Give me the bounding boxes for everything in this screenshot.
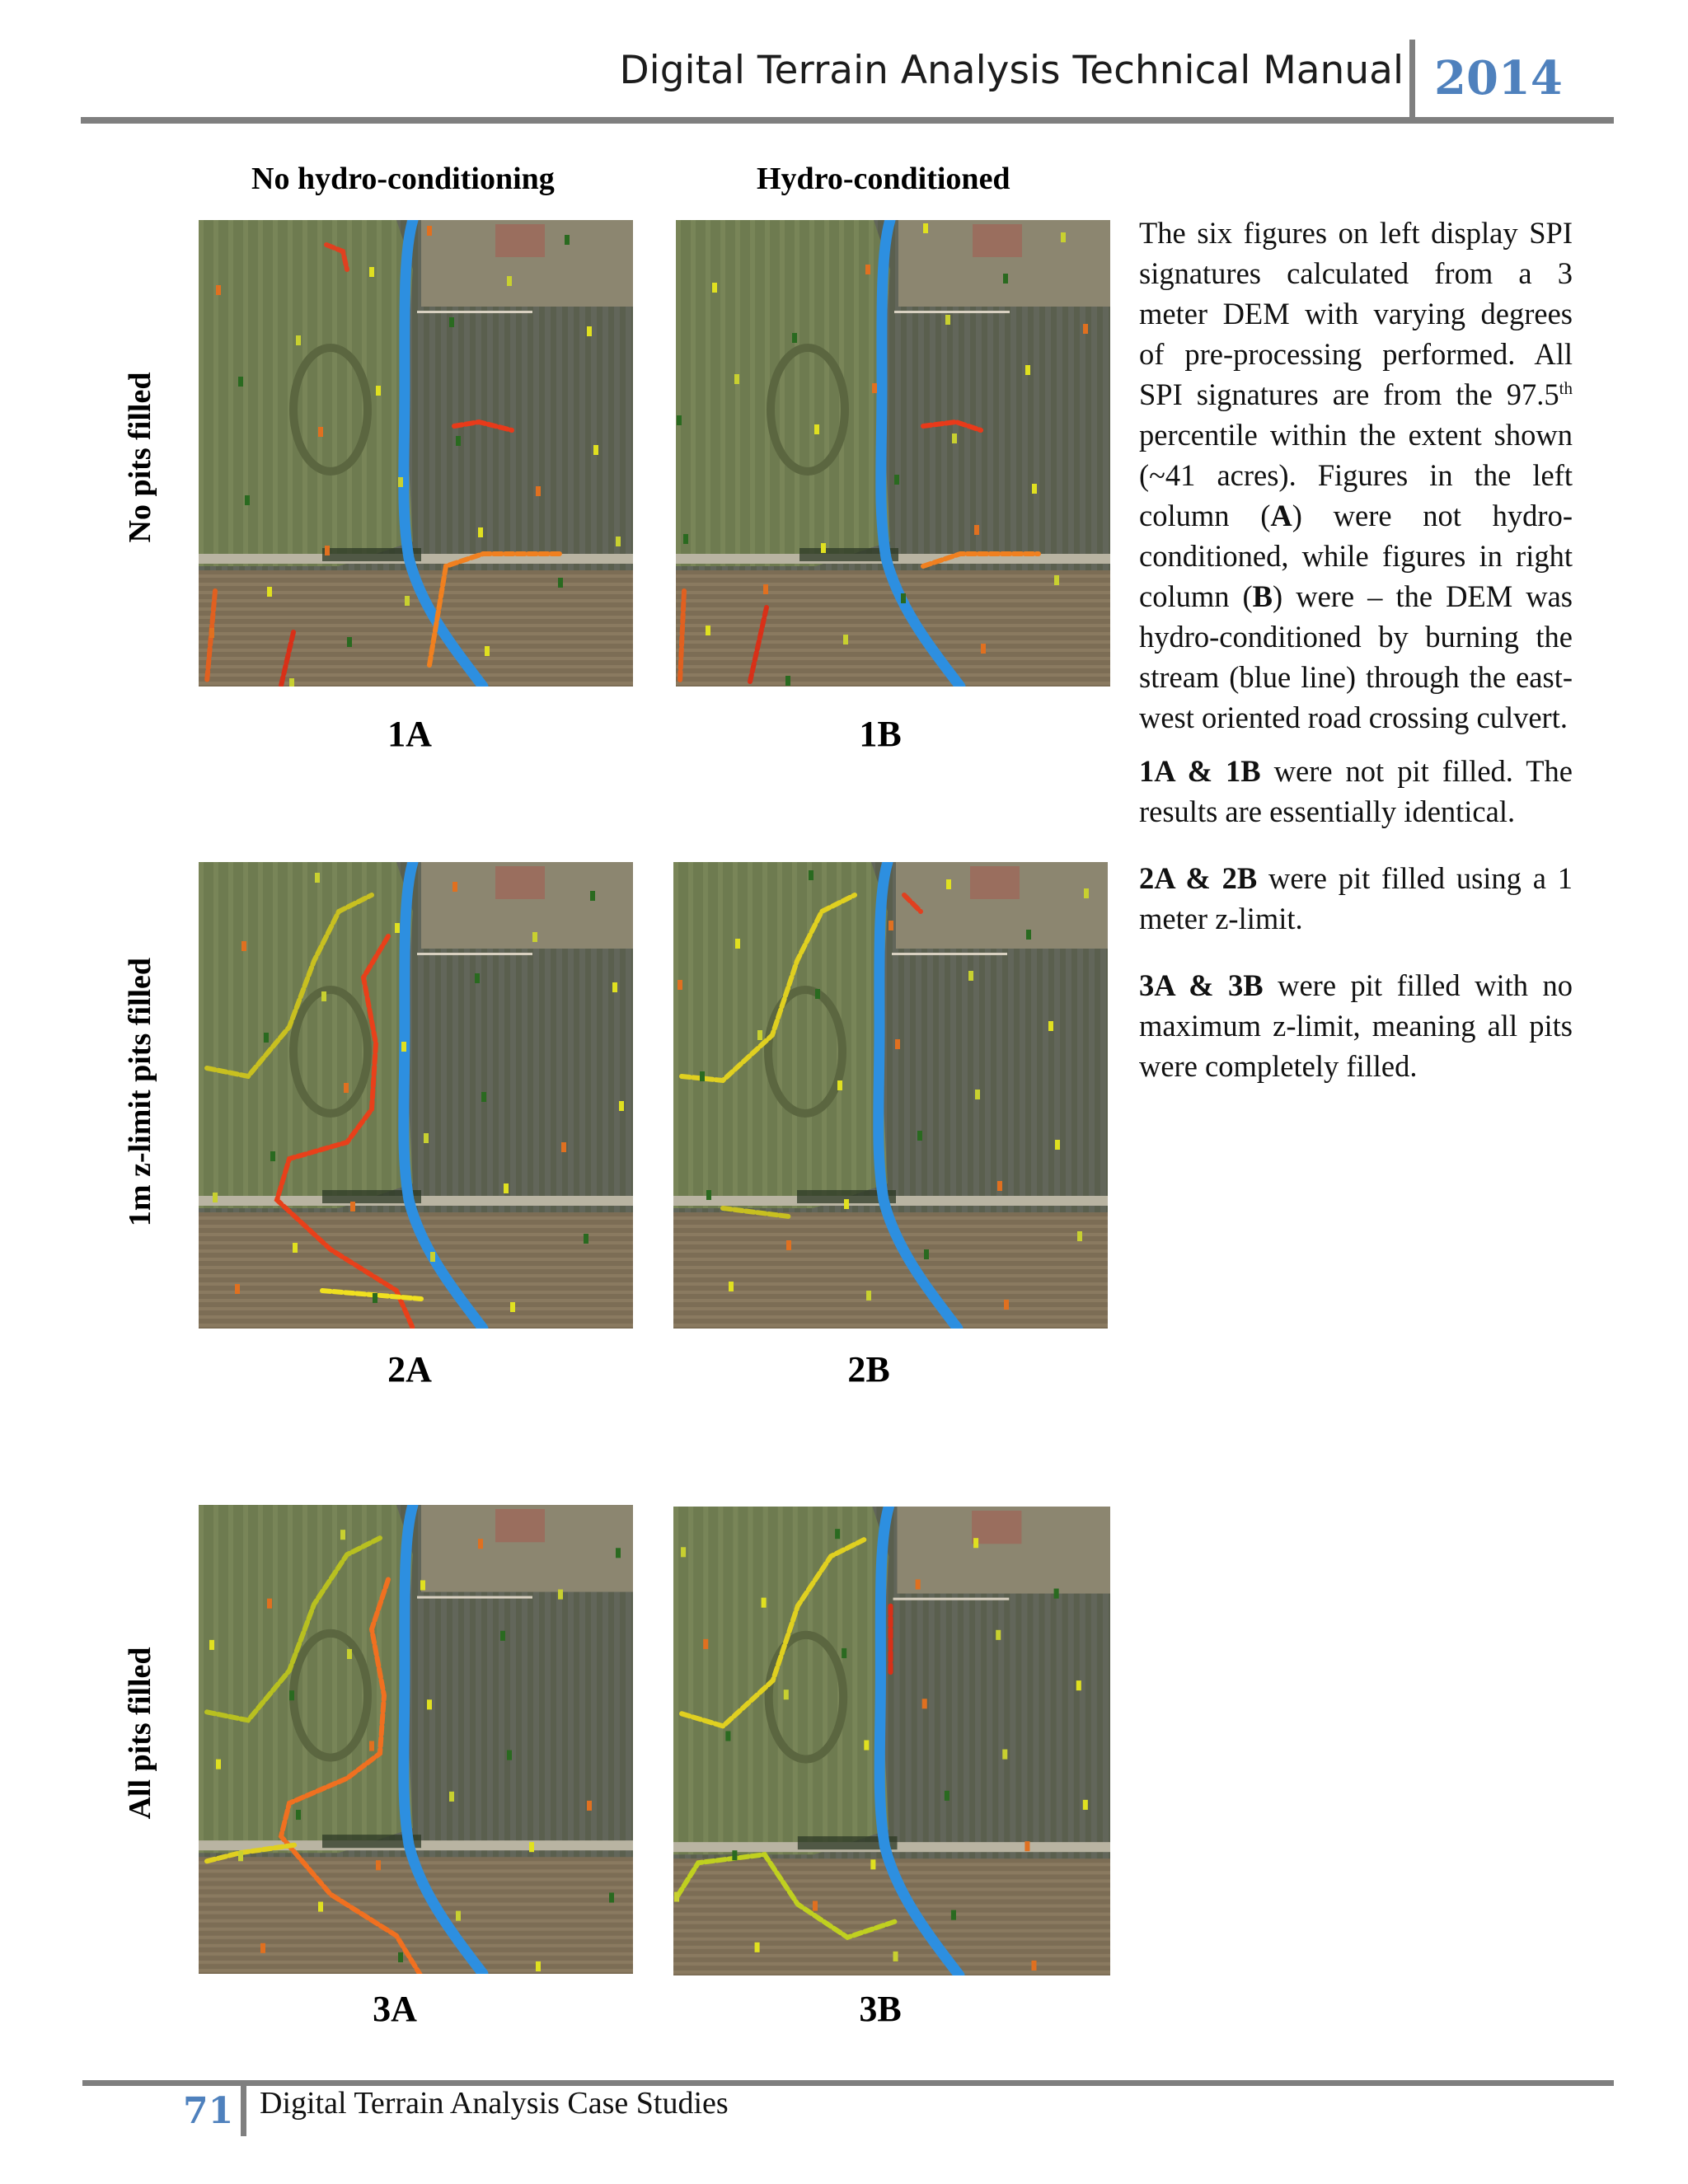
spi-dot (1003, 274, 1008, 284)
spi-dot (901, 593, 906, 603)
spi-dot (405, 596, 410, 606)
spi-dot (616, 1548, 621, 1558)
spi-dot (894, 475, 899, 485)
spi-dot (241, 941, 246, 951)
spi-dot (785, 676, 790, 686)
spi-dot (481, 1092, 486, 1102)
spi-dot (1083, 324, 1088, 334)
spi-dot (289, 678, 294, 687)
spi-dot (813, 1901, 818, 1911)
map-3b (673, 1507, 1110, 1975)
spi-dot (296, 1810, 301, 1820)
spi-dot (216, 285, 221, 295)
spi-dot (500, 1631, 505, 1641)
spi-dot (762, 1598, 767, 1608)
spi-dot (973, 1538, 978, 1548)
spi-dot (315, 873, 320, 883)
spi-dot (951, 1910, 956, 1920)
spi-dot (844, 1199, 849, 1209)
spi-dot (452, 882, 457, 892)
caption-1a: 1A (387, 714, 432, 754)
spi-dot (561, 1142, 566, 1152)
spi-dot (821, 543, 826, 553)
spi-dot (373, 1293, 377, 1303)
spi-dot (945, 1791, 950, 1801)
spi-dot (529, 1842, 534, 1852)
spi-dot (837, 1080, 842, 1090)
spi-dot (924, 1249, 929, 1259)
spi-dot (677, 415, 682, 425)
spi-dot (398, 477, 403, 487)
spi-dot (735, 939, 740, 949)
spi-dot (478, 527, 483, 537)
spi-dot (1054, 1589, 1059, 1599)
spi-dot (706, 1190, 711, 1200)
farm-building (970, 866, 1020, 899)
spi-dot (558, 1590, 563, 1600)
spi-dot (587, 326, 592, 336)
spi-dot (293, 1243, 298, 1253)
header-divider (1409, 40, 1415, 120)
map-1b-image (676, 220, 1110, 687)
spi-dot (235, 1284, 240, 1294)
spi-dot (1076, 1680, 1081, 1690)
map-1a-image (199, 220, 633, 687)
spi-dot (922, 1699, 927, 1708)
spi-dot (703, 1639, 708, 1649)
spi-dot (430, 1252, 435, 1262)
spi-dot (895, 1039, 900, 1049)
map-3a-image (199, 1505, 633, 1974)
spi-dot (238, 377, 243, 387)
column-header-right: Hydro-conditioned (757, 162, 1010, 196)
spi-dot (558, 578, 563, 588)
header-rule (81, 117, 1614, 124)
spi-dot (369, 267, 374, 277)
map-2b-image (673, 862, 1108, 1329)
paragraph-3ab: 3A & 3B were pit filled with no maximum z-limit, meaning all pits were completely filled. (1139, 968, 1573, 1083)
spi-dot (267, 1599, 272, 1609)
spi-dot (843, 635, 848, 644)
spi-dot (420, 1580, 425, 1590)
spi-dot (916, 1579, 921, 1589)
farm-building (495, 224, 545, 257)
spi-dot (864, 1740, 869, 1750)
spi-dot (507, 1750, 512, 1760)
fence-line (417, 311, 532, 313)
spi-dot (923, 223, 928, 233)
running-header-title: Digital Terrain Analysis Technical Manual (619, 48, 1404, 93)
spi-dot (732, 1850, 737, 1860)
fence-line (417, 1596, 532, 1599)
map-2a (199, 862, 633, 1329)
spi-dot (725, 1731, 730, 1741)
spi-dot (889, 921, 893, 930)
spi-dot (700, 1071, 705, 1081)
spi-dot (270, 1151, 275, 1161)
spi-dot (1025, 1841, 1029, 1851)
spi-dot (734, 374, 739, 384)
spi-dot (946, 879, 951, 889)
caption-2b: 2B (847, 1349, 890, 1390)
meadow (673, 862, 888, 1208)
map-2b (673, 862, 1108, 1329)
spi-dot (1031, 1961, 1036, 1971)
spi-dot (485, 646, 490, 656)
spi-dot (318, 1902, 323, 1912)
spi-dot (712, 283, 717, 293)
running-header-year: 2014 (1434, 51, 1563, 105)
paragraph-intro: The six figures on left display SPI signatures calculated from a 3 meter DEM with varying degrees of pre-processing performed. All SPI signatures are from the 97.5th percentile within the extent shown (~41 acres). Figures in the left column (A) were not hydro-conditioned, while figures in right column (B) were – the DEM was hydro-conditioned by burning the stream (blue line) through the east-west oriented road crossing culvert. (1139, 216, 1573, 734)
spi-dot (1055, 1140, 1060, 1150)
spi-dot (674, 1891, 679, 1901)
caption-3a: 3A (373, 1989, 417, 2029)
farm-building (973, 224, 1022, 257)
spi-dot (427, 1699, 432, 1709)
spi-dot (681, 1547, 686, 1557)
farm-building (972, 1511, 1021, 1544)
row-label-3: All pits filled (123, 1647, 157, 1820)
map-1a (199, 220, 633, 687)
spi-dot (369, 1741, 374, 1751)
spi-dot (209, 1640, 214, 1650)
spi-dot (507, 276, 512, 286)
spi-dot (1054, 575, 1059, 585)
meadow (676, 220, 890, 566)
fence-line (417, 953, 532, 955)
spi-dot (757, 1030, 762, 1040)
spi-dot (786, 1240, 791, 1250)
farm-building (495, 1509, 545, 1542)
spi-dot (325, 546, 330, 555)
spi-dot (996, 1630, 1001, 1640)
spi-dot (809, 870, 814, 880)
spi-dot (1004, 1300, 1009, 1310)
spi-dot (784, 1690, 789, 1699)
spi-dot (456, 436, 461, 446)
description-text (1139, 213, 1573, 1113)
spi-dot (975, 1090, 980, 1099)
spi-dot (865, 265, 870, 274)
spi-dot (427, 226, 432, 236)
farm-building (495, 866, 545, 899)
spi-dot (814, 424, 819, 434)
spi-dot (755, 1943, 760, 1952)
spi-dot (350, 1202, 355, 1212)
spi-dot (609, 1892, 614, 1902)
spi-dot (536, 486, 541, 496)
footer-section-title: Digital Terrain Analysis Case Studies (260, 2086, 729, 2121)
spi-dot (449, 317, 454, 327)
spi-dot (347, 1649, 352, 1659)
spi-dot (456, 1911, 461, 1921)
spi-dot (678, 980, 682, 990)
spi-dot (536, 1961, 541, 1971)
spi-dot (729, 1282, 734, 1291)
row-label-1: No pits filled (123, 372, 157, 543)
map-2a-image (199, 862, 633, 1329)
spi-dot (321, 991, 326, 1001)
spi-dot (289, 1690, 294, 1700)
spi-dot (216, 1760, 221, 1769)
spi-dot (395, 923, 400, 933)
spi-dot (587, 1801, 592, 1811)
spi-dot (344, 1083, 349, 1093)
spi-dot (842, 1648, 846, 1658)
spi-dot (1026, 930, 1031, 940)
spi-dot (945, 315, 950, 325)
spi-dot (763, 584, 768, 594)
caption-1b: 1B (859, 714, 902, 754)
spi-dot (683, 534, 688, 544)
spi-dot (917, 1131, 922, 1141)
spi-dot (376, 386, 381, 396)
spi-dot (1083, 1800, 1088, 1810)
spi-dot (866, 1291, 871, 1301)
spi-dot (997, 1181, 1002, 1191)
spi-dot (1061, 232, 1066, 242)
spi-dot (593, 445, 598, 455)
spi-dot (318, 427, 323, 437)
spi-dot (815, 989, 820, 999)
spi-dot (1002, 1750, 1007, 1760)
spi-dot (616, 537, 621, 546)
spi-dot (504, 1183, 509, 1193)
spi-dot (974, 525, 979, 535)
spi-dot (264, 1033, 269, 1043)
caption-2a: 2A (387, 1349, 432, 1390)
spi-dot (213, 1193, 218, 1202)
spi-dot (267, 587, 272, 597)
meadow (673, 1507, 889, 1854)
spi-dot (532, 932, 537, 942)
spi-dot (398, 1952, 403, 1962)
spi-dot (590, 891, 595, 901)
spi-dot (449, 1792, 454, 1802)
spi-dot (893, 1952, 898, 1961)
spi-dot (968, 971, 973, 981)
spi-dot (872, 383, 877, 393)
spi-dot (260, 1943, 265, 1953)
paragraph-2ab: 2A & 2B were pit filled using a 1 meter z-limit. (1139, 861, 1573, 935)
column-header-left: No hydro-conditioning (251, 162, 555, 196)
spi-dot (347, 637, 352, 647)
map-1b (676, 220, 1110, 687)
spi-dot (296, 335, 301, 345)
spi-dot (981, 644, 986, 654)
spi-dot (1077, 1231, 1082, 1241)
spi-dot (792, 333, 797, 343)
spi-dot (475, 973, 480, 983)
spi-dot (619, 1101, 624, 1111)
spi-dot (510, 1302, 515, 1312)
spi-dot (238, 1851, 243, 1861)
fence-line (892, 953, 1007, 955)
spi-dot (1084, 888, 1089, 898)
spi-dot (245, 495, 250, 505)
spi-dot (565, 235, 570, 245)
spi-dot (1048, 1021, 1053, 1031)
spi-dot (870, 1859, 875, 1869)
footer-divider (241, 2083, 246, 2136)
spi-dot (612, 982, 617, 992)
spi-dot (1025, 365, 1030, 375)
spi-dot (376, 1860, 381, 1870)
spi-dot (401, 1042, 406, 1052)
map-3a (199, 1505, 633, 1974)
row-label-2: 1m z-limit pits filled (123, 957, 157, 1227)
spi-dot (1032, 484, 1037, 494)
spi-dot (706, 626, 710, 635)
spi-dot (952, 434, 957, 443)
map-3b-image (673, 1507, 1110, 1975)
paragraph-1ab: 1A & 1B were not pit filled. The results are essentially identical. (1139, 754, 1573, 828)
spi-dot (584, 1234, 588, 1244)
caption-3b: 3B (859, 1989, 902, 2029)
page-number: 71 (183, 2090, 234, 2132)
spi-dot (340, 1530, 345, 1540)
spi-dot (835, 1529, 840, 1539)
fence-line (893, 1598, 1010, 1601)
fence-line (894, 311, 1010, 313)
spi-dot (424, 1133, 429, 1143)
spi-dot (478, 1539, 483, 1549)
spi-dot (209, 628, 214, 638)
